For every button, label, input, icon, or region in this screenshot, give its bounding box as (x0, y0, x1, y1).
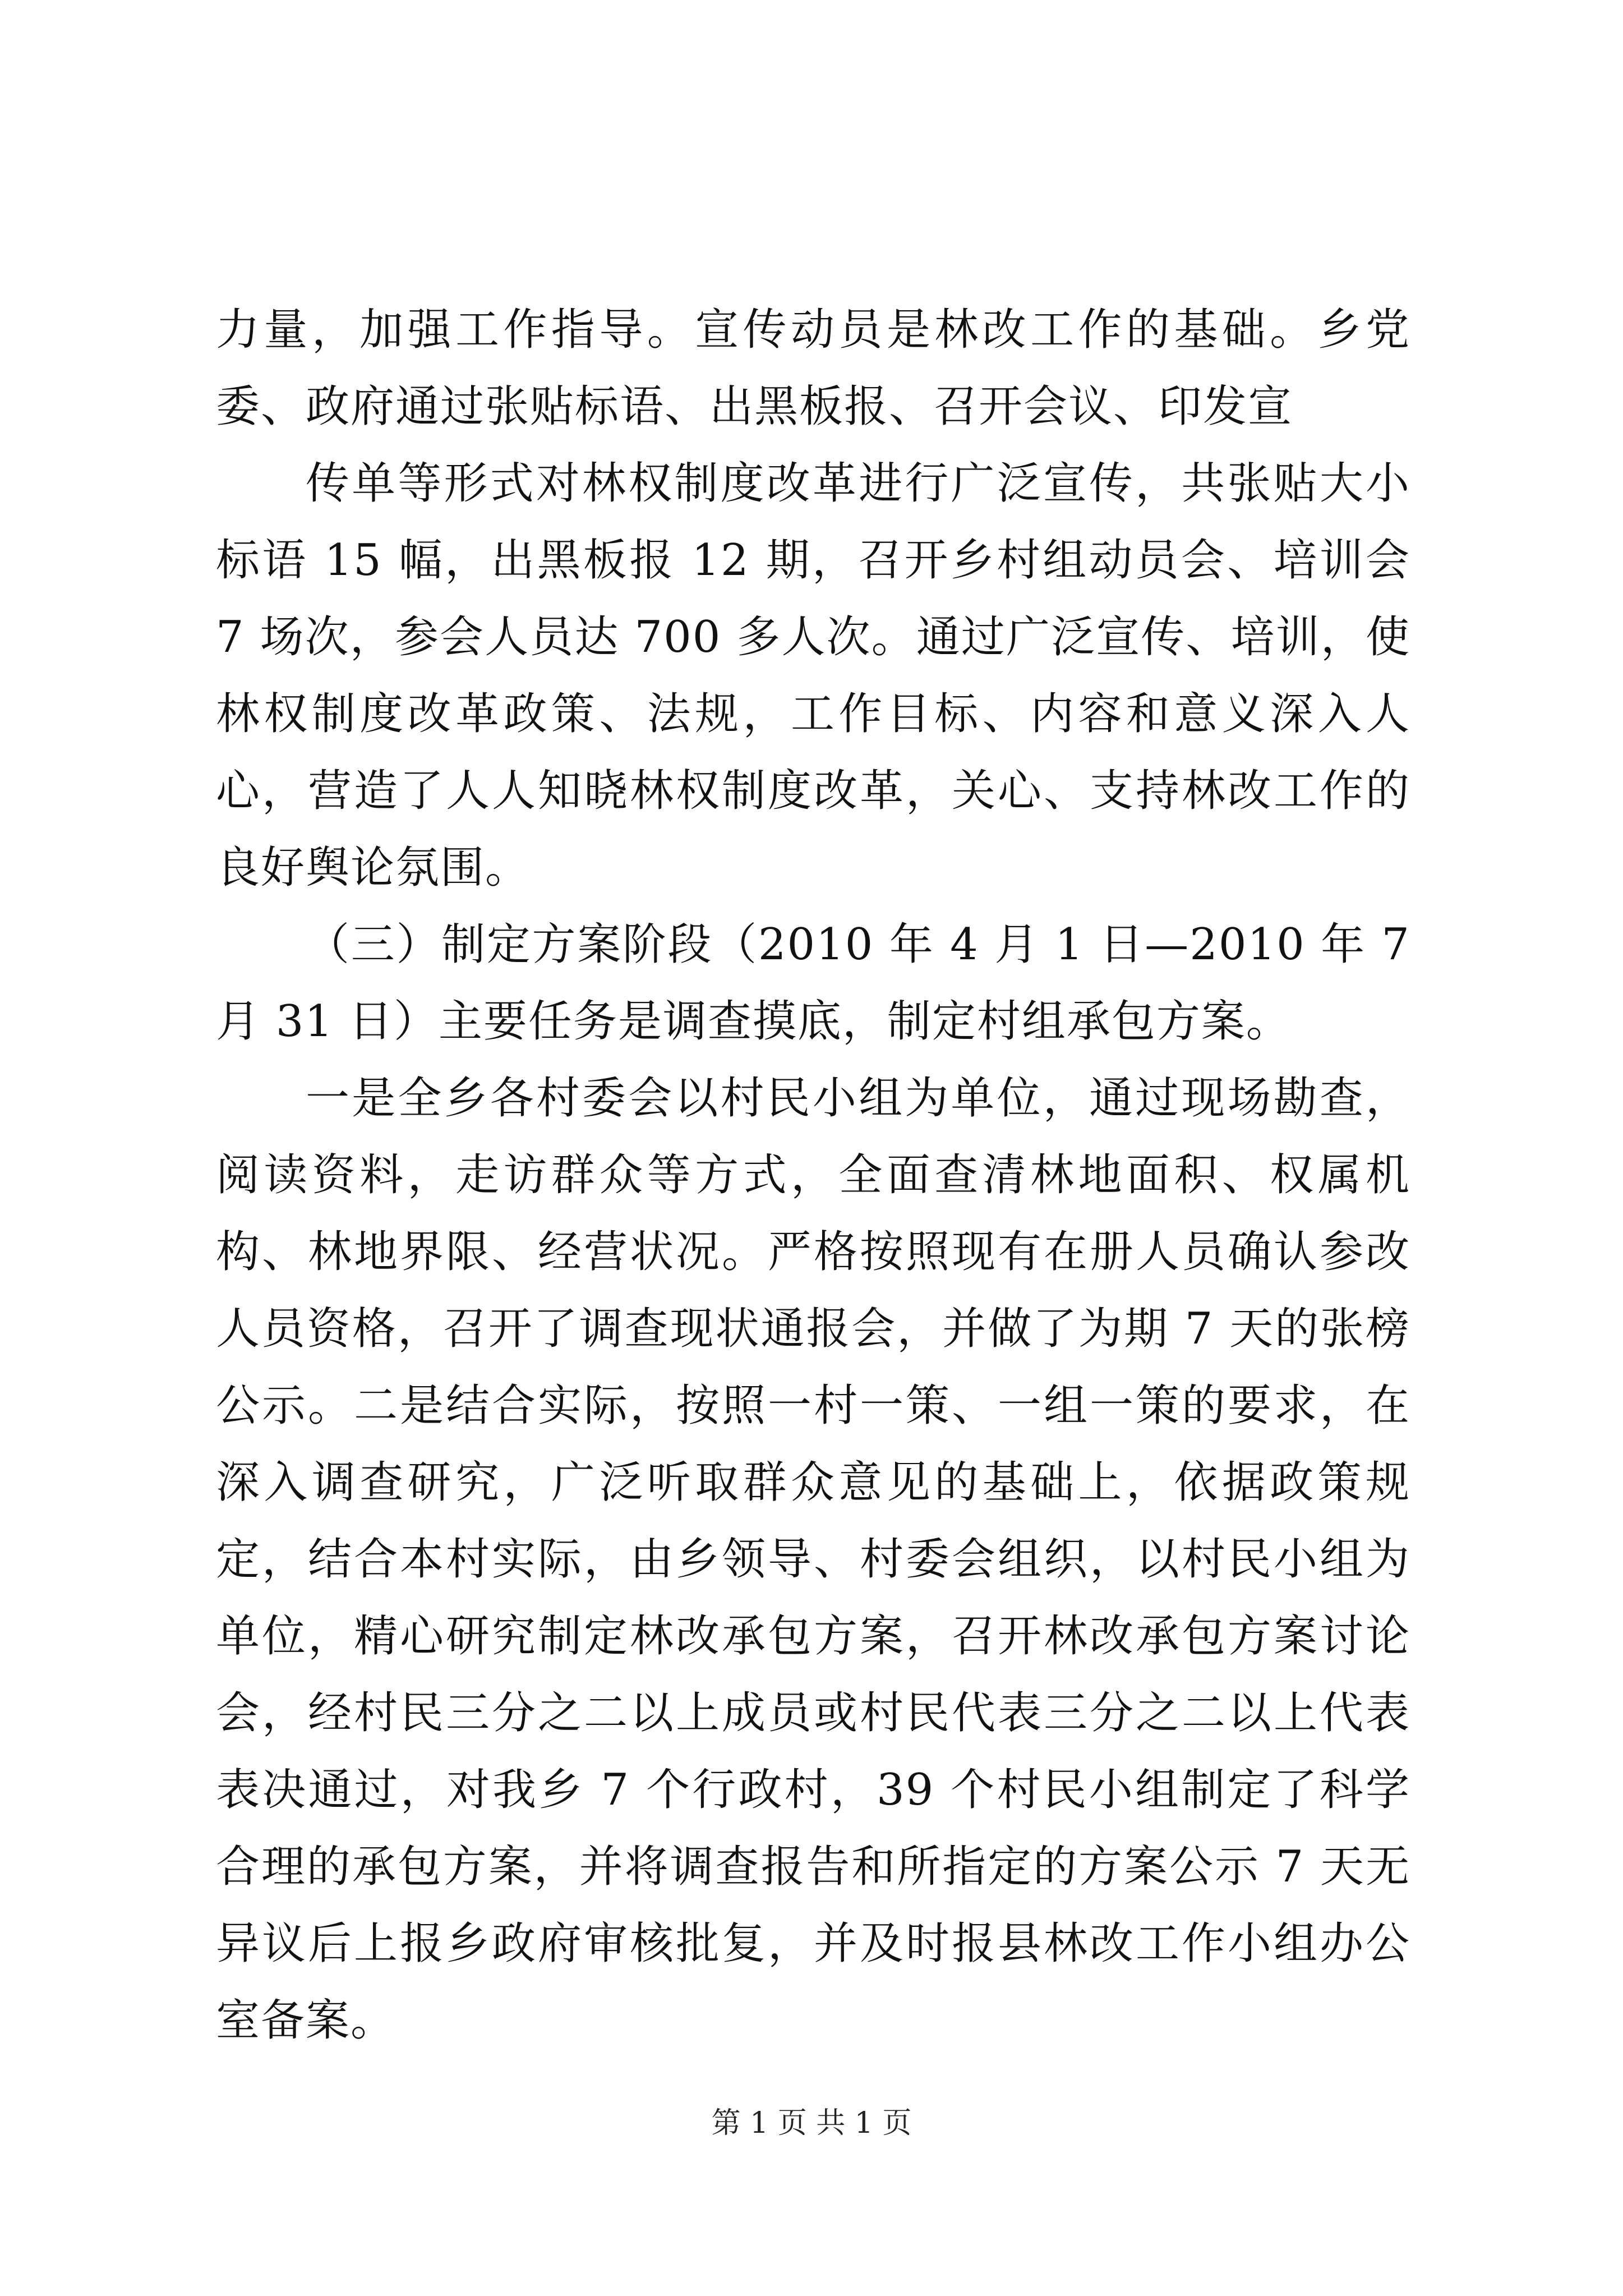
paragraph-publicity: 传单等形式对林权制度改革进行广泛宣传，共张贴大小标语 15 幅，出黑板报 12 期，召开乡村组动员会、培训会 7 场次，参会人员达 700 多人次。通过广泛宣传、培训，使林权制度改革政策、法规，工作目标、内容和意义深入人心，营造了人人知晓林权制度改革，关心、支持林改工作的良好舆论氛围。 (216, 458, 1410, 893)
document-body (216, 292, 1410, 2059)
paragraph-continuation: 力量，加强工作指导。宣传动员是林改工作的基础。乡党委、政府通过张贴标语、出黑板报、召开会议、印发宣 (216, 305, 1410, 432)
page-footer: 第 1 页 共 1 页 (711, 2106, 912, 2140)
paragraph-phase-three-heading: （三）制定方案阶段（2010 年 4 月 1 日—2010 年 7 月 31 日）主要任务是调查摸底，制定村组承包方案。 (216, 919, 1410, 1047)
paragraph-phase-three-details: 一是全乡各村委会以村民小组为单位，通过现场勘查，阅读资料，走访群众等方式，全面查清林地面积、权属机构、林地界限、经营状况。严格按照现有在册人员确认参改人员资格，召开了调查现状通报会，并做了为期 7 天的张榜公示。二是结合实际，按照一村一策、一组一策的要求，在深入调查研究，广泛听取群众意见的基础上，依据政策规定，结合本村实际，由乡领导、村委会组织，以村民小组为单位，精心研究制定林改承包方案，召开林改承包方案讨论会，经村民三分之二以上成员或村民代表三分之二以上代表表决通过，对我乡 7 个行政村，39 个村民小组制定了科学合理的承包方案，并将调查报告和所指定的方案公示 7 天无异议后上报乡政府审核批复，并及时报县林改工作小组办公室备案。 (216, 1073, 1410, 2046)
